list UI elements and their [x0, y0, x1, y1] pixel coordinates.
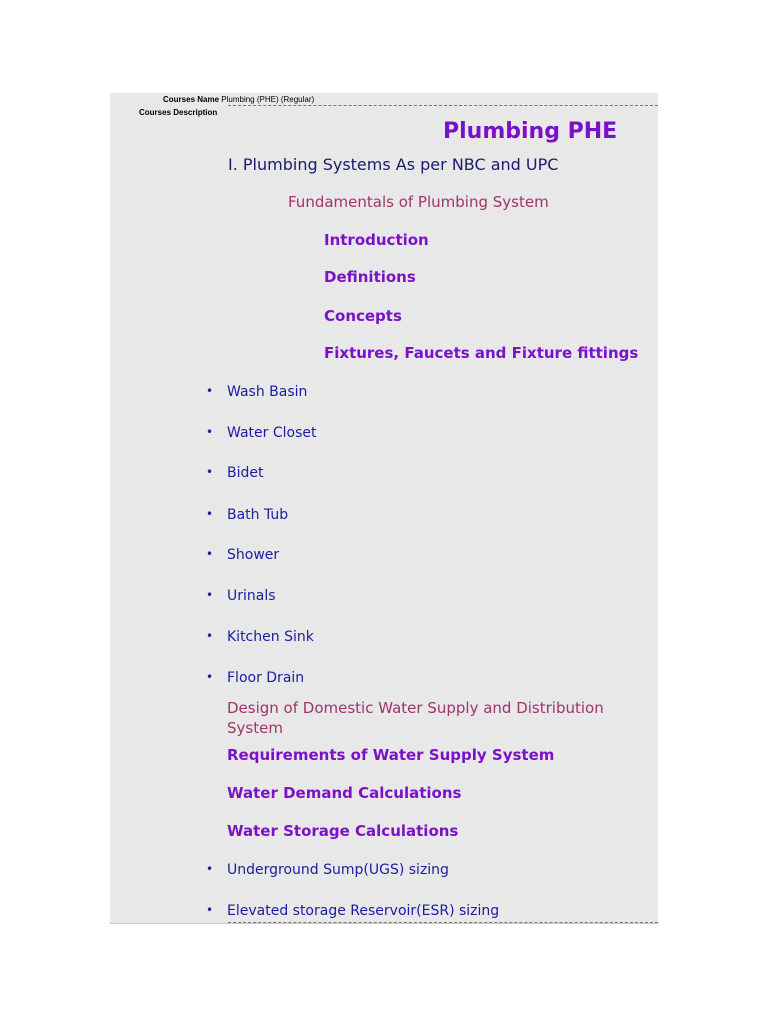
list-item-water-closet: Water Closet: [227, 425, 317, 441]
bullet-icon: •: [206, 903, 214, 917]
subsection-heading-water-supply: Design of Domestic Water Supply and Distribution System: [227, 699, 604, 737]
list-item-urinals: Urinals: [227, 588, 276, 604]
bullet-icon: •: [206, 507, 214, 521]
list-item-esr-sizing: Elevated storage Reservoir(ESR) sizing: [227, 903, 500, 919]
topic-water-demand: Water Demand Calculations: [227, 784, 462, 802]
subsection-heading-fundamentals: Fundamentals of Plumbing System: [288, 193, 549, 211]
list-item-floor-drain: Floor Drain: [227, 670, 305, 686]
bullet-icon: •: [206, 588, 214, 602]
topic-requirements: Requirements of Water Supply System: [227, 746, 555, 764]
course-name-value: Plumbing (PHE) (Regular): [221, 95, 315, 104]
bullet-icon: •: [206, 425, 214, 439]
list-item-kitchen-sink: Kitchen Sink: [227, 629, 314, 645]
topic-definitions: Definitions: [324, 268, 416, 286]
bullet-icon: •: [206, 670, 214, 684]
bullet-icon: •: [206, 384, 214, 398]
bullet-icon: •: [206, 862, 214, 876]
dashed-divider-top: [228, 105, 658, 106]
list-item-shower: Shower: [227, 547, 280, 563]
list-item-bidet: Bidet: [227, 465, 264, 481]
topic-water-storage: Water Storage Calculations: [227, 822, 459, 840]
topic-introduction: Introduction: [324, 231, 429, 249]
topic-concepts: Concepts: [324, 307, 402, 325]
list-item-wash-basin: Wash Basin: [227, 384, 308, 400]
dashed-divider-bottom: [228, 922, 658, 923]
course-description-label: Courses Description: [139, 108, 218, 117]
bullet-icon: •: [206, 465, 214, 479]
course-name-label: Courses Name: [163, 95, 220, 104]
topic-fixtures: Fixtures, Faucets and Fixture fittings: [324, 344, 639, 362]
course-name-row: [163, 95, 314, 105]
page-title: Plumbing PHE: [443, 119, 618, 144]
bullet-icon: •: [206, 547, 214, 561]
list-item-ugs-sizing: Underground Sump(UGS) sizing: [227, 862, 449, 878]
list-item-bath-tub: Bath Tub: [227, 507, 289, 523]
section-heading: I. Plumbing Systems As per NBC and UPC: [228, 155, 559, 174]
bullet-icon: •: [206, 629, 214, 643]
